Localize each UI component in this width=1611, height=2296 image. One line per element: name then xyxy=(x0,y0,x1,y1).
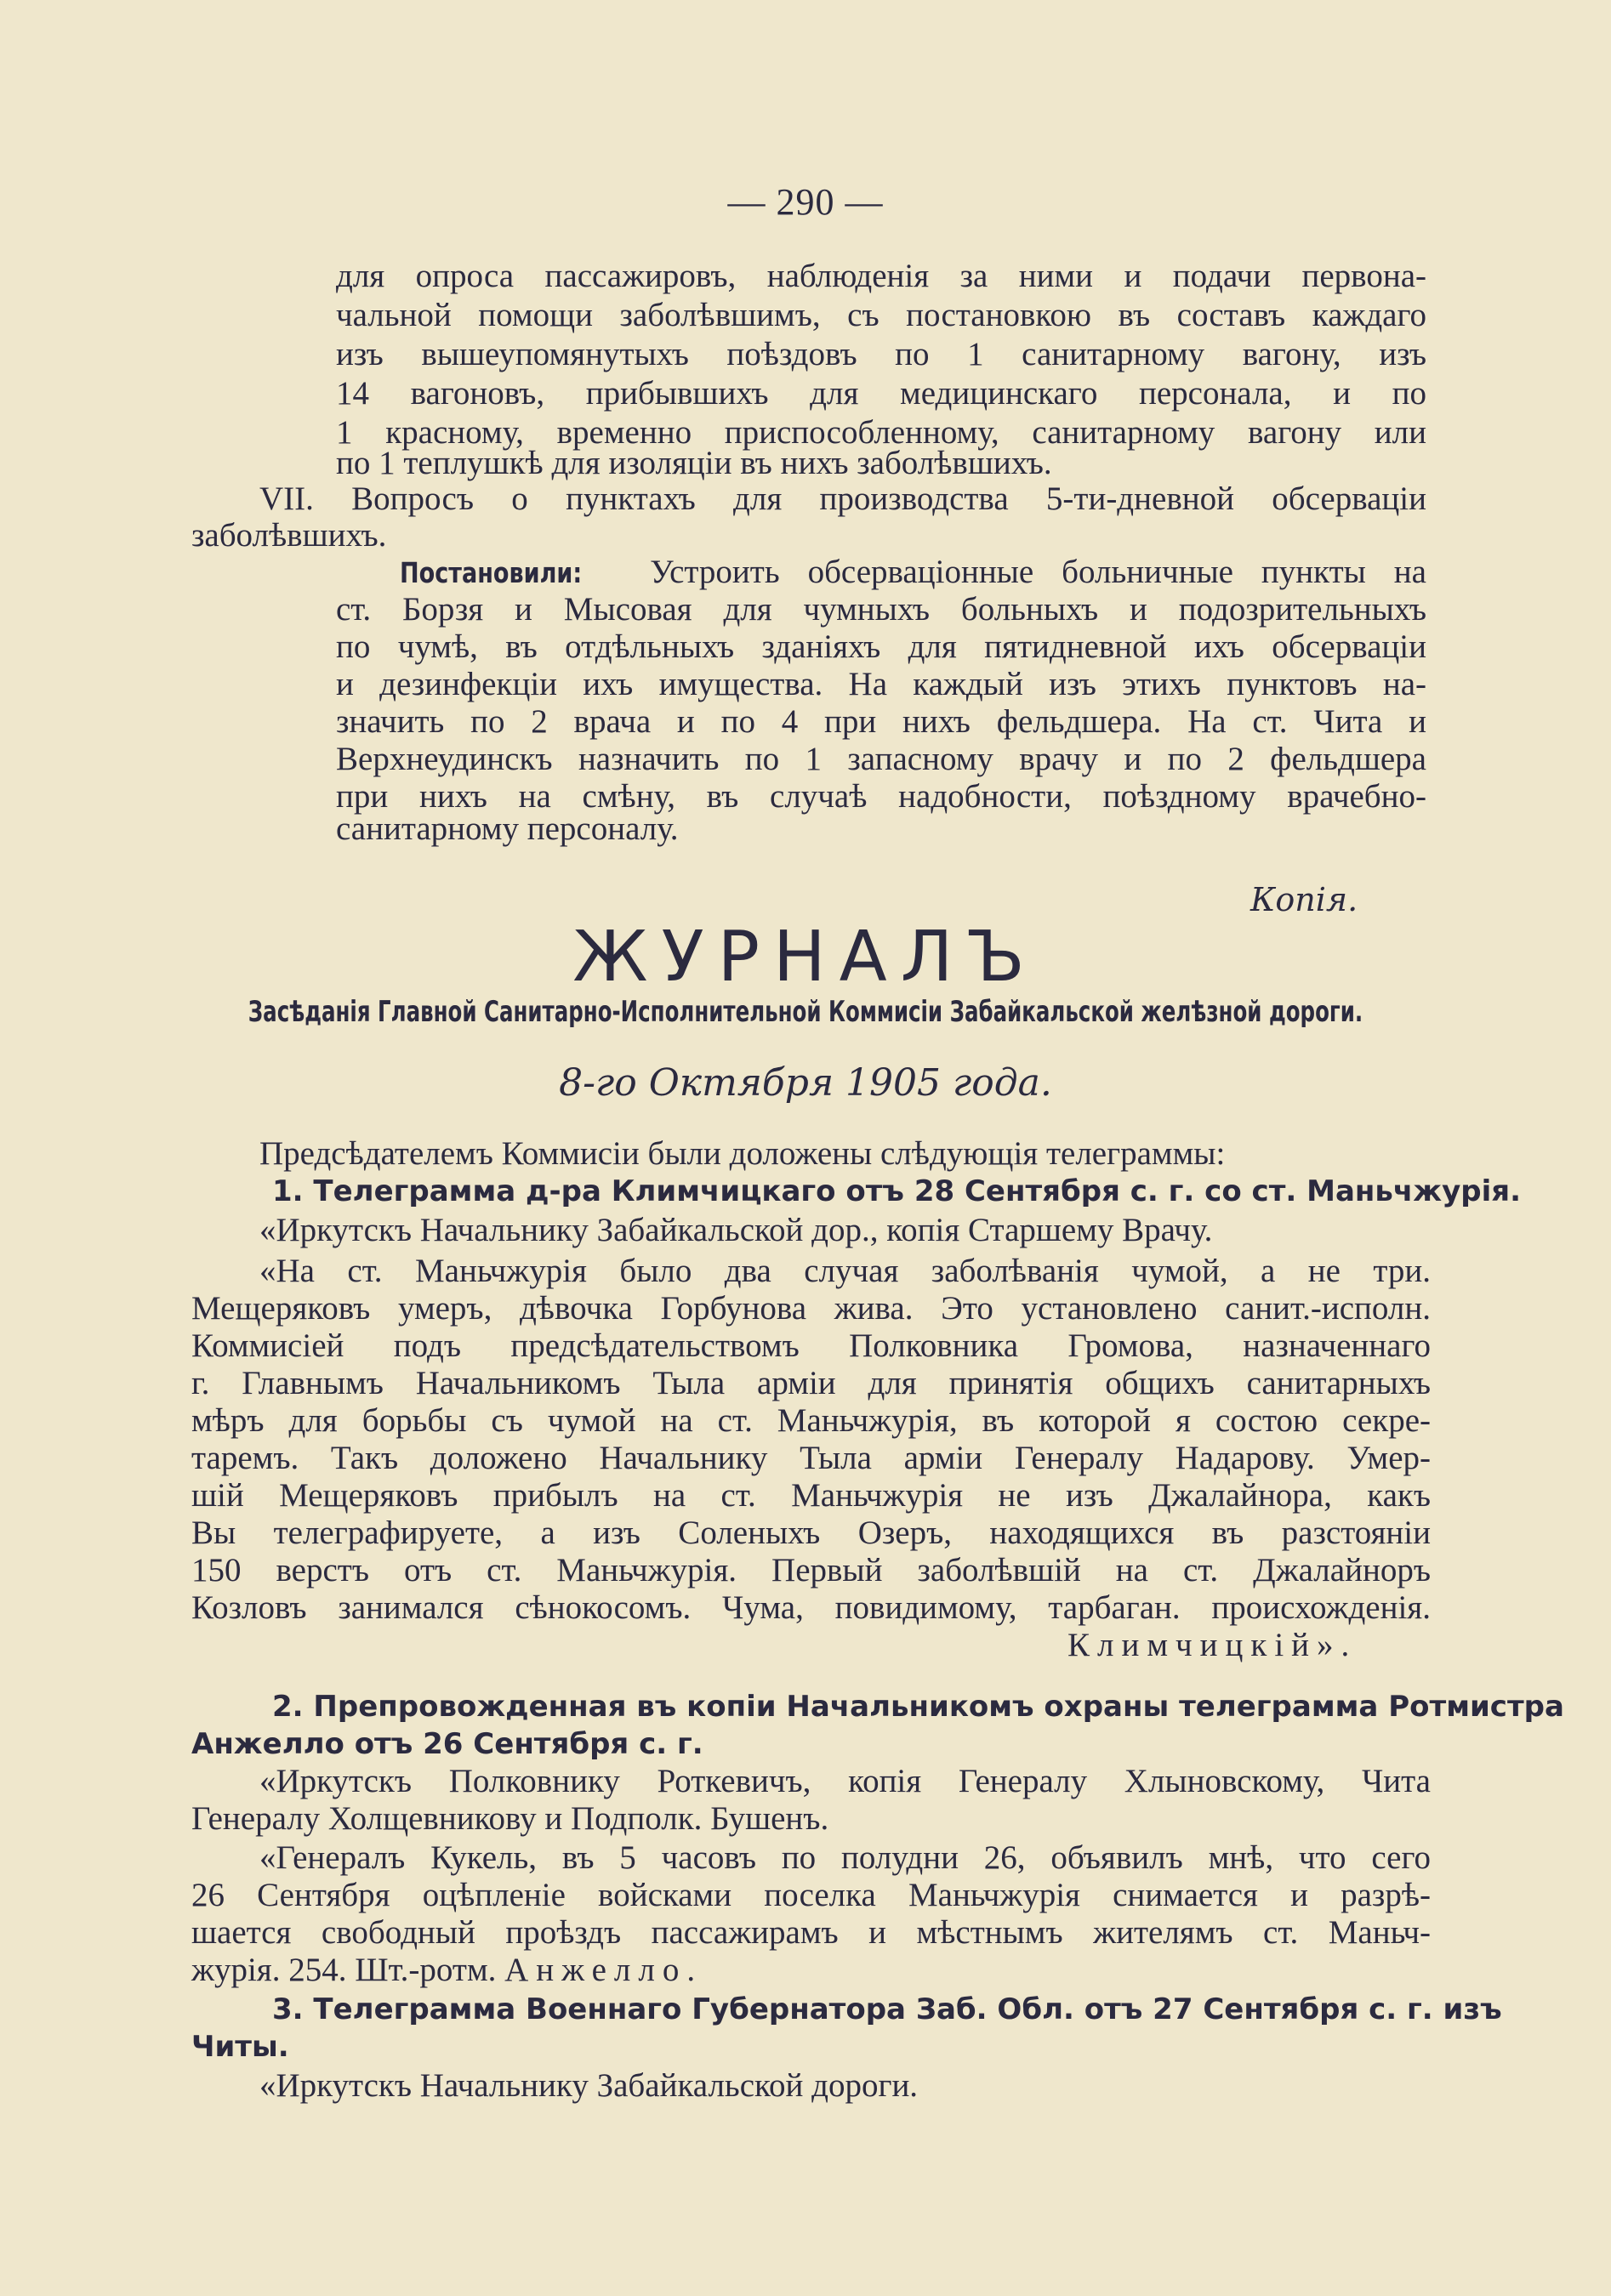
text-line: значить по 2 врача и по 4 при нихъ фельдшера. На ст. Чита и xyxy=(336,703,1426,740)
text-line: Вы телеграфируете, а изъ Соленыхъ Озеръ, находящихся въ разстояніи xyxy=(191,1515,1431,1551)
text-line: по 1 теплушкѣ для изоляціи въ нихъ заболѣвшихъ. xyxy=(336,445,1052,481)
copy-label: Копія. xyxy=(1250,881,1358,918)
page-number: — 290 — xyxy=(727,181,884,223)
text-line: шій Мещеряковъ прибылъ на ст. Маньчжурія не изъ Джалайнора, какъ xyxy=(191,1477,1431,1514)
text-line: 14 вагоновъ, прибывшихъ для медицинскаго персонала, и по xyxy=(336,375,1426,412)
telegram-heading: Анжелло отъ 26 Сентября с. г. xyxy=(191,1727,703,1761)
text-line: VII. Вопросъ о пунктахъ для производства 5-ти-дневной обсерваціи xyxy=(259,480,1426,517)
resolution-line xyxy=(400,551,1426,594)
telegram-heading: 1. Телеграмма д-ра Климчицкаго отъ 28 Сентября с. г. со ст. Маньчжурія. xyxy=(272,1174,1521,1208)
intro-line: Предсѣдателемъ Коммисіи были доложены слѣдующія телеграммы: xyxy=(259,1135,1226,1172)
telegram-address: Генералу Холщевникову и Подполк. Бушенъ. xyxy=(191,1800,829,1837)
text-line: таремъ. Такъ доложено Начальнику Тыла арміи Генералу Надарову. Умер- xyxy=(191,1440,1431,1476)
signature: Анжелло. xyxy=(504,1952,703,1988)
telegram-heading: Читы. xyxy=(191,2030,289,2064)
telegram-heading: 3. Телеграмма Военнаго Губернатора Заб. Обл. отъ 27 Сентября с. г. изъ xyxy=(272,1992,1502,2026)
text-line: санитарному персоналу. xyxy=(336,810,679,847)
text-line: заболѣвшихъ. xyxy=(191,517,387,554)
text-line: при нихъ на смѣну, въ случаѣ надобности, поѣздному врачебно- xyxy=(336,778,1426,815)
journal-title: ЖУРНАЛЪ xyxy=(572,917,1039,997)
text-line: Верхнеудинскъ назначить по 1 запасному врачу и по 2 фельдшера xyxy=(336,741,1426,777)
session-title xyxy=(0,995,1611,1029)
text-line xyxy=(191,1949,703,1992)
text-line: Коммисіей подъ предсѣдательствомъ Полковника Громова, назначеннаго xyxy=(191,1327,1431,1364)
telegram-address: «Иркутскъ Полковнику Роткевичъ, копія Генералу Хлыновскому, Чита xyxy=(259,1763,1431,1799)
text-line: ст. Борзя и Мысовая для чумныхъ больныхъ и подозрительныхъ xyxy=(336,591,1426,628)
text-line: «На ст. Маньчжурія было два случая заболѣванія чумой, а не три. xyxy=(259,1253,1431,1289)
text-line-part: журія. 254. Шт.-ротм. xyxy=(191,1952,505,1988)
signature: Климчицкій». xyxy=(1067,1627,1358,1663)
text-line: мѣръ для борьбы съ чумой на ст. Маньчжурія, въ которой я состою секре- xyxy=(191,1402,1431,1439)
text-line: чальной помощи заболѣвшимъ, съ постановкою въ составъ каждаго xyxy=(336,297,1426,333)
resolved-text: Устроить обсерваціонные больничные пункты на xyxy=(622,554,1426,590)
text-line: г. Главнымъ Начальникомъ Тыла арміи для принятія общихъ санитарныхъ xyxy=(191,1365,1431,1401)
text-line: и дезинфекціи ихъ имущества. На каждый изъ этихъ пунктовъ на- xyxy=(336,666,1426,702)
text-line: для опроса пассажировъ, наблюденія за ними и подачи первона- xyxy=(336,258,1426,294)
text-line: 26 Сентября оцѣпленіе войсками поселка Маньчжурія снимается и разрѣ- xyxy=(191,1877,1431,1913)
resolved-label: Постановили: xyxy=(400,556,583,589)
text-line: 150 верстъ отъ ст. Маньчжурія. Первый заболѣвшій на ст. Джалайноръ xyxy=(191,1552,1431,1588)
telegram-heading: 2. Препровожденная въ копіи Начальникомъ охраны телеграмма Ротмистра xyxy=(272,1690,1564,1724)
text-line: изъ вышеупомянутыхъ поѣздовъ по 1 санитарному вагону, изъ xyxy=(336,336,1426,372)
text-line: «Генералъ Кукель, въ 5 часовъ по полудни 26, объявилъ мнѣ, что сего xyxy=(259,1839,1431,1876)
session-title-text: Засѣданія Главной Санитарно-Исполнительной Коммисіи Забайкальской желѣзной дороги. xyxy=(248,995,1363,1029)
telegram-address: «Иркутскъ Начальнику Забайкальской дор., копія Старшему Врачу. xyxy=(259,1212,1213,1248)
text-line: по чумѣ, въ отдѣльныхъ зданіяхъ для пятидневной ихъ обсерваціи xyxy=(336,628,1426,665)
text-line: шается свободный проѣздъ пассажирамъ и мѣстнымъ жителямъ ст. Маньч- xyxy=(191,1914,1431,1951)
session-date: 8-го Октября 1905 года. xyxy=(559,1061,1052,1105)
text-line: Козловъ занимался сѣнокосомъ. Чума, повидимому, тарбаган. происхожденія. xyxy=(191,1589,1431,1626)
text-line: Мещеряковъ умеръ, дѣвочка Горбунова жива. Это установлено санит.-исполн. xyxy=(191,1290,1431,1327)
telegram-address: «Иркутскъ Начальнику Забайкальской дороги. xyxy=(259,2067,919,2104)
text-line: 1 красному, временно приспособленному, санитарному вагону или xyxy=(336,414,1426,451)
